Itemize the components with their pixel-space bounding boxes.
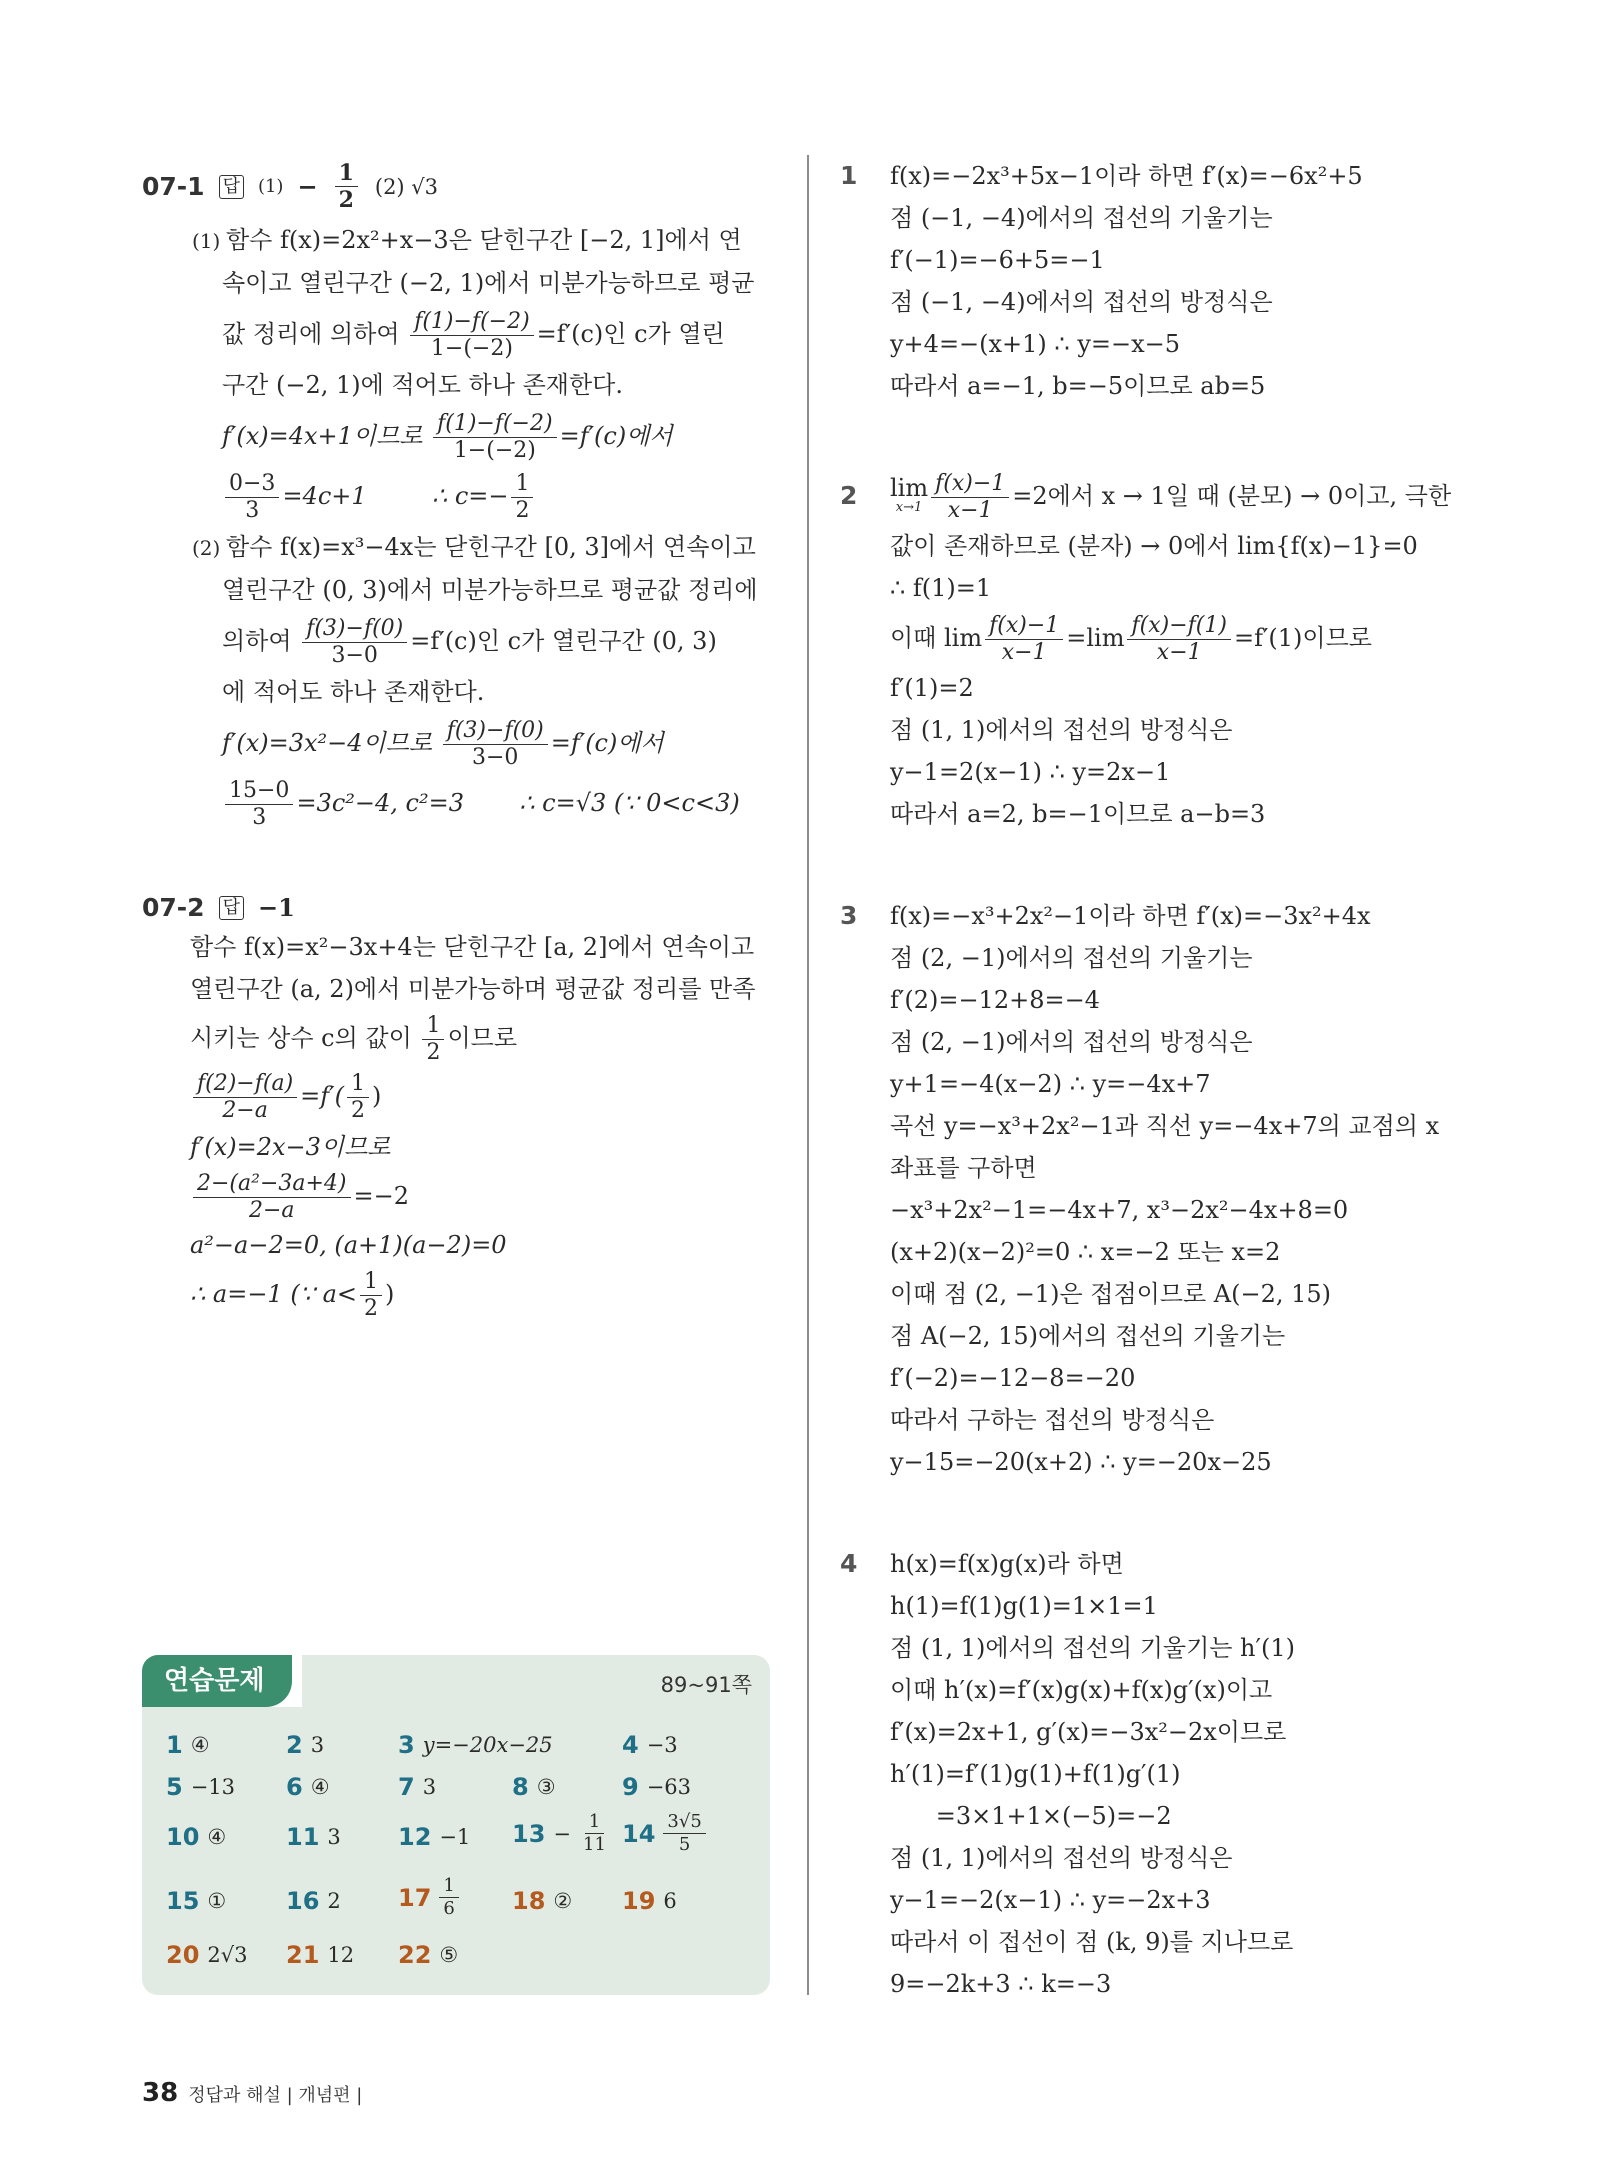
solution-line: f′(2)=−12+8=−4 <box>890 986 1100 1014</box>
text: 의하여 <box>222 627 292 655</box>
text: 이므로 <box>447 1024 518 1052</box>
solution-line <box>142 773 782 833</box>
frac-num: 15−0 <box>225 778 293 805</box>
answer-07-2-header <box>142 893 782 922</box>
frac-num: 1 <box>347 1071 369 1098</box>
text: =lim <box>1066 624 1125 652</box>
frac-den: 1−(−2) <box>430 336 513 361</box>
text: 값 정리에 의하여 <box>222 320 400 348</box>
item-number: 12 <box>398 1823 432 1851</box>
practice-item <box>512 1811 610 1856</box>
practice-item <box>166 1887 226 1915</box>
practice-item <box>286 1773 330 1801</box>
frac-den: 2−a <box>248 1198 295 1223</box>
sub-label: (2) <box>192 536 221 560</box>
text: 값이 존재하므로 (분자) → 0에서 lim{f(x)−1}=0 <box>890 532 1418 560</box>
item-answer: ④ <box>190 1733 210 1757</box>
practice-item <box>286 1887 341 1915</box>
item-number: 19 <box>622 1887 656 1915</box>
problem-1 <box>840 155 1480 407</box>
item-number: 22 <box>398 1941 432 1969</box>
practice-pages: 89~91쪽 <box>660 1673 752 1697</box>
text: =f′(1)이므로 <box>1233 624 1372 652</box>
text: f′(x)=3x²−4이므로 <box>222 729 433 757</box>
solution-line: 열린구간 (0, 3)에서 미분가능하므로 평균값 정리에 <box>222 576 758 604</box>
fraction <box>443 718 548 771</box>
fraction <box>422 1013 444 1066</box>
practice-item <box>398 1731 553 1759</box>
item-number: 7 <box>398 1773 415 1801</box>
practice-title: 연습문제 <box>142 1655 292 1707</box>
solution-line: 9=−2k+3 ∴ k=−3 <box>890 1970 1112 1998</box>
solution-line: 함수 f(x)=x²−3x+4는 닫힌구간 [a, 2]에서 연속이고 <box>190 933 755 961</box>
text: =f′(c)인 c가 열린구간 (0, 3) <box>410 627 717 655</box>
frac-num: 3√5 <box>663 1811 705 1834</box>
fraction <box>410 309 533 362</box>
item-number: 11 <box>286 1823 320 1851</box>
frac-num: f(3)−f(0) <box>443 718 548 745</box>
solution-line: y−1=−2(x−1) ∴ y=−2x+3 <box>890 1886 1211 1914</box>
page-footer <box>142 2078 362 2108</box>
item-answer: −1 <box>439 1825 471 1849</box>
fraction <box>1127 613 1230 666</box>
solution-line: 이때 점 (2, −1)은 접점이므로 A(−2, 15) <box>890 1280 1332 1308</box>
fraction <box>511 471 533 524</box>
frac-den: 3 <box>252 805 267 830</box>
answer-mark: 답 <box>219 175 244 199</box>
solution-line <box>142 219 782 262</box>
item-number: 4 <box>622 1731 639 1759</box>
solution-line: f(x)=−x³+2x²−1이라 하면 f′(x)=−3x²+4x <box>890 902 1371 930</box>
fraction <box>347 1071 369 1124</box>
frac-num: 1 <box>511 471 533 498</box>
item-number: 10 <box>166 1823 200 1851</box>
frac-den: x−1 <box>1001 640 1047 665</box>
text: 시키는 상수 c의 값이 <box>190 1024 412 1052</box>
item-answer: ① <box>207 1889 227 1913</box>
solution-line: 점 (1, 1)에서의 접선의 방정식은 <box>890 716 1233 744</box>
problem-2 <box>840 467 1480 835</box>
frac-num: f(x)−f(1) <box>1127 613 1230 640</box>
answer-sign: − <box>297 172 318 201</box>
item-answer: 2√3 <box>207 1943 248 1967</box>
fraction <box>433 411 556 464</box>
frac-num: f(x)−1 <box>931 471 1009 498</box>
text: ∴ a=−1 (∵ a< <box>190 1280 358 1308</box>
item-answer: 3 <box>310 1733 325 1757</box>
practice-item <box>286 1823 341 1851</box>
solution-line: h′(1)=f′(1)g(1)+f(1)g′(1) <box>890 1760 1181 1788</box>
item-number: 8 <box>512 1773 529 1801</box>
practice-item <box>398 1823 470 1851</box>
page-number: 38 <box>142 2078 179 2108</box>
footer-text: 정답과 해설 | 개념편 | <box>188 2085 363 2106</box>
lim-text: lim <box>890 473 929 502</box>
solution-line <box>890 609 1480 667</box>
text: 함수 f(x)=2x²+x−3은 닫힌구간 [−2, 1]에서 연 <box>226 226 742 254</box>
item-number: 6 <box>286 1773 303 1801</box>
solution-line: y+1=−4(x−2) ∴ y=−4x+7 <box>890 1070 1211 1098</box>
text: =−2 <box>353 1182 410 1210</box>
frac-den: 2−a <box>222 1098 268 1123</box>
item-number: 14 <box>622 1819 656 1848</box>
frac-den: x−1 <box>1156 640 1202 665</box>
solution-line <box>142 406 782 466</box>
item-answer: ⑤ <box>439 1943 459 1967</box>
item-number: 17 <box>398 1883 432 1912</box>
solution-line <box>142 1066 782 1126</box>
item-number: 9 <box>622 1773 639 1801</box>
item-number: 1 <box>166 1731 183 1759</box>
item-answer: ③ <box>536 1775 556 1799</box>
solution-line: (x+2)(x−2)²=0 ∴ x=−2 또는 x=2 <box>890 1238 1281 1266</box>
fraction <box>579 1811 610 1856</box>
solution-line: 좌표를 구하면 <box>890 1154 1037 1182</box>
solution-line: 이때 h′(x)=f′(x)g(x)+f(x)g′(x)이고 <box>890 1676 1273 1704</box>
problem-number: 1 <box>840 161 858 190</box>
fraction <box>360 1269 382 1322</box>
solution-line <box>142 1010 782 1066</box>
text: =f′( <box>300 1082 344 1110</box>
frac-den: 2 <box>338 187 354 213</box>
solution-line: 따라서 구하는 접선의 방정식은 <box>890 1406 1215 1434</box>
item-answer: 3 <box>422 1775 437 1799</box>
column-divider <box>807 155 809 1995</box>
item-answer: y=−20x−25 <box>422 1733 553 1757</box>
solution-line <box>142 611 782 671</box>
text: =4c+1 <box>282 482 367 510</box>
practice-item <box>166 1941 248 1969</box>
frac-num: 1 <box>422 1013 444 1040</box>
solution-line: −x³+2x²−1=−4x+7, x³−2x²−4x+8=0 <box>890 1196 1349 1224</box>
practice-answers-box <box>142 1655 770 1995</box>
text: 이때 lim <box>890 624 983 652</box>
solution-line: 열린구간 (a, 2)에서 미분가능하며 평균값 정리를 만족 <box>190 975 756 1003</box>
solution-line: 점 A(−2, 15)에서의 접선의 기울기는 <box>890 1322 1286 1350</box>
solution-line <box>142 1168 782 1224</box>
solution-line: =3×1+1×(−5)=−2 <box>890 1802 1172 1830</box>
answer-fraction <box>335 160 358 213</box>
solution-line: y−15=−20(x+2) ∴ y=−20x−25 <box>890 1448 1272 1476</box>
solution-line: 따라서 a=2, b=−1이므로 a−b=3 <box>890 800 1266 828</box>
frac-den: 3 <box>245 498 260 523</box>
solution-line <box>142 1266 782 1322</box>
item-number: 13 <box>512 1819 546 1848</box>
solution-line: 에 적어도 하나 존재한다. <box>222 678 485 706</box>
practice-item <box>166 1823 226 1851</box>
solution-line: a²−a−2=0, (a+1)(a−2)=0 <box>190 1231 507 1259</box>
frac-den: 3−0 <box>331 643 378 668</box>
text: ∴ c=− <box>431 482 509 510</box>
solution-line <box>142 713 782 773</box>
frac-num: 0−3 <box>225 471 279 498</box>
item-answer: ② <box>553 1889 573 1913</box>
practice-item <box>622 1887 677 1915</box>
frac-num: 1 <box>439 1875 458 1898</box>
practice-item <box>398 1875 459 1920</box>
frac-den: x−1 <box>947 498 993 523</box>
item-answer: 12 <box>327 1943 355 1967</box>
solution-line: 따라서 이 접선이 점 (k, 9)를 지나므로 <box>890 1928 1294 1956</box>
item-answer: 3 <box>327 1825 341 1849</box>
solution-line: 곡선 y=−x³+2x²−1과 직선 y=−4x+7의 교점의 x <box>890 1112 1440 1140</box>
practice-item <box>398 1941 458 1969</box>
text: =f′(c)에서 <box>559 422 673 450</box>
problem-3 <box>840 895 1480 1483</box>
solution-line <box>142 526 782 569</box>
answer-07-1-header <box>142 160 782 213</box>
solution-line: ∴ f(1)=1 <box>890 574 992 602</box>
answer-mark: 답 <box>219 896 244 920</box>
frac-den: 3−0 <box>472 745 519 770</box>
solution-line <box>890 467 1480 525</box>
solution-line: 구간 (−2, 1)에 적어도 하나 존재한다. <box>222 371 623 399</box>
text: ∴ c=√3 (∵ 0<c<3) <box>519 789 740 817</box>
answer-id: 07-2 <box>142 893 205 922</box>
item-number: 16 <box>286 1887 320 1915</box>
frac-den: 2 <box>364 1296 379 1321</box>
item-number: 20 <box>166 1941 200 1969</box>
solution-line: y+4=−(x+1) ∴ y=−x−5 <box>890 330 1181 358</box>
item-number: 2 <box>286 1731 303 1759</box>
frac-num: f(1)−f(−2) <box>433 411 556 438</box>
practice-item <box>512 1887 572 1915</box>
frac-num: 1 <box>585 1811 604 1834</box>
item-number: 3 <box>398 1731 415 1759</box>
item-number: 5 <box>166 1773 183 1801</box>
item-answer: ④ <box>207 1825 227 1849</box>
frac-den: 11 <box>583 1834 606 1855</box>
text: =f′(c)인 c가 열린 <box>536 320 725 348</box>
solution-line: 따라서 a=−1, b=−5이므로 ab=5 <box>890 372 1266 400</box>
item-answer: ④ <box>310 1775 330 1799</box>
solution-line <box>142 304 782 364</box>
frac-num: 1 <box>360 1269 382 1296</box>
item-answer: −3 <box>646 1733 678 1757</box>
practice-item <box>622 1731 678 1759</box>
text: ) <box>371 1082 382 1110</box>
problem-4 <box>840 1543 1480 2005</box>
solution-line: f(x)=−2x³+5x−1이라 하면 f′(x)=−6x²+5 <box>890 162 1363 190</box>
text: ) <box>385 1280 395 1308</box>
text: =2에서 x → 1일 때 (분모) → 0이고, 극한 <box>1012 482 1452 510</box>
answer-value: (2) √3 <box>374 174 439 199</box>
frac-num: 1 <box>335 160 358 187</box>
fraction <box>302 616 407 669</box>
item-number: 18 <box>512 1887 546 1915</box>
item-answer: −63 <box>646 1775 692 1799</box>
practice-item <box>286 1941 354 1969</box>
item-number: 15 <box>166 1887 200 1915</box>
lim-sub: x→1 <box>895 499 923 515</box>
frac-den: 2 <box>426 1040 441 1065</box>
fraction <box>225 471 279 524</box>
frac-den: 5 <box>678 1834 691 1855</box>
solution-line: f′(−1)=−6+5=−1 <box>890 246 1105 274</box>
fraction <box>193 1071 297 1124</box>
solution-line: f′(1)=2 <box>890 674 974 702</box>
item-answer-sign: − <box>553 1821 572 1846</box>
frac-den: 6 <box>443 1898 455 1919</box>
frac-num: 2−(a²−3a+4) <box>193 1171 351 1198</box>
solution-line: f′(−2)=−12−8=−20 <box>890 1364 1136 1392</box>
fraction <box>985 613 1063 666</box>
practice-item <box>166 1773 235 1801</box>
text: f′(x)=4x+1이므로 <box>222 422 423 450</box>
fraction <box>225 778 293 831</box>
practice-item <box>622 1811 706 1856</box>
fraction <box>439 1875 458 1920</box>
item-number: 21 <box>286 1941 320 1969</box>
solution-line: 점 (2, −1)에서의 접선의 기울기는 <box>890 944 1253 972</box>
text: 함수 f(x)=x³−4x는 닫힌구간 [0, 3]에서 연속이고 <box>226 533 756 561</box>
problem-number: 2 <box>840 481 858 510</box>
problem-number: 4 <box>840 1549 858 1578</box>
fraction <box>931 471 1009 524</box>
answer-id: 07-1 <box>142 172 205 201</box>
solution-line: 점 (1, 1)에서의 접선의 기울기는 h′(1) <box>890 1634 1295 1662</box>
fraction <box>193 1171 351 1224</box>
solution-line: f′(x)=2x−3이므로 <box>190 1133 391 1161</box>
practice-item <box>398 1773 436 1801</box>
solution-line: 점 (−1, −4)에서의 접선의 방정식은 <box>890 288 1273 316</box>
practice-item <box>286 1731 324 1759</box>
frac-num: f(x)−1 <box>985 613 1063 640</box>
solution-line: 점 (2, −1)에서의 접선의 방정식은 <box>890 1028 1253 1056</box>
solution-line: y−1=2(x−1) ∴ y=2x−1 <box>890 758 1171 786</box>
sub-label: (1) <box>192 229 221 253</box>
text: =f′(c)에서 <box>550 729 664 757</box>
frac-num: f(2)−f(a) <box>193 1071 297 1098</box>
solution-line: h(x)=f(x)g(x)라 하면 <box>890 1550 1124 1578</box>
frac-num: f(1)−f(−2) <box>410 309 533 336</box>
solution-line: 점 (1, 1)에서의 접선의 방정식은 <box>890 1844 1233 1872</box>
fraction <box>663 1811 705 1856</box>
solution-line: f′(x)=2x+1, g′(x)=−3x²−2x이므로 <box>890 1718 1287 1746</box>
right-column <box>840 155 1480 2005</box>
left-column <box>142 160 782 1322</box>
solution-line: 점 (−1, −4)에서의 접선의 기울기는 <box>890 204 1273 232</box>
item-answer: 2 <box>327 1889 341 1913</box>
answer-value: −1 <box>257 893 295 922</box>
practice-item <box>512 1773 556 1801</box>
frac-den: 2 <box>515 498 530 523</box>
answer-label: (1) <box>257 176 284 197</box>
practice-item <box>166 1731 210 1759</box>
frac-num: f(3)−f(0) <box>302 616 407 643</box>
frac-den: 1−(−2) <box>453 438 536 463</box>
solution-line: 속이고 열린구간 (−2, 1)에서 미분가능하므로 평균 <box>222 269 755 297</box>
frac-den: 2 <box>350 1098 365 1123</box>
solution-line <box>890 525 1480 567</box>
text: =3c²−4, c²=3 <box>296 789 464 817</box>
item-answer: −13 <box>190 1775 236 1799</box>
limit <box>890 473 929 518</box>
solution-line: h(1)=f(1)g(1)=1×1=1 <box>890 1592 1158 1620</box>
solution-line <box>142 466 782 526</box>
problem-number: 3 <box>840 901 858 930</box>
practice-item <box>622 1773 691 1801</box>
item-answer: 6 <box>663 1889 677 1913</box>
